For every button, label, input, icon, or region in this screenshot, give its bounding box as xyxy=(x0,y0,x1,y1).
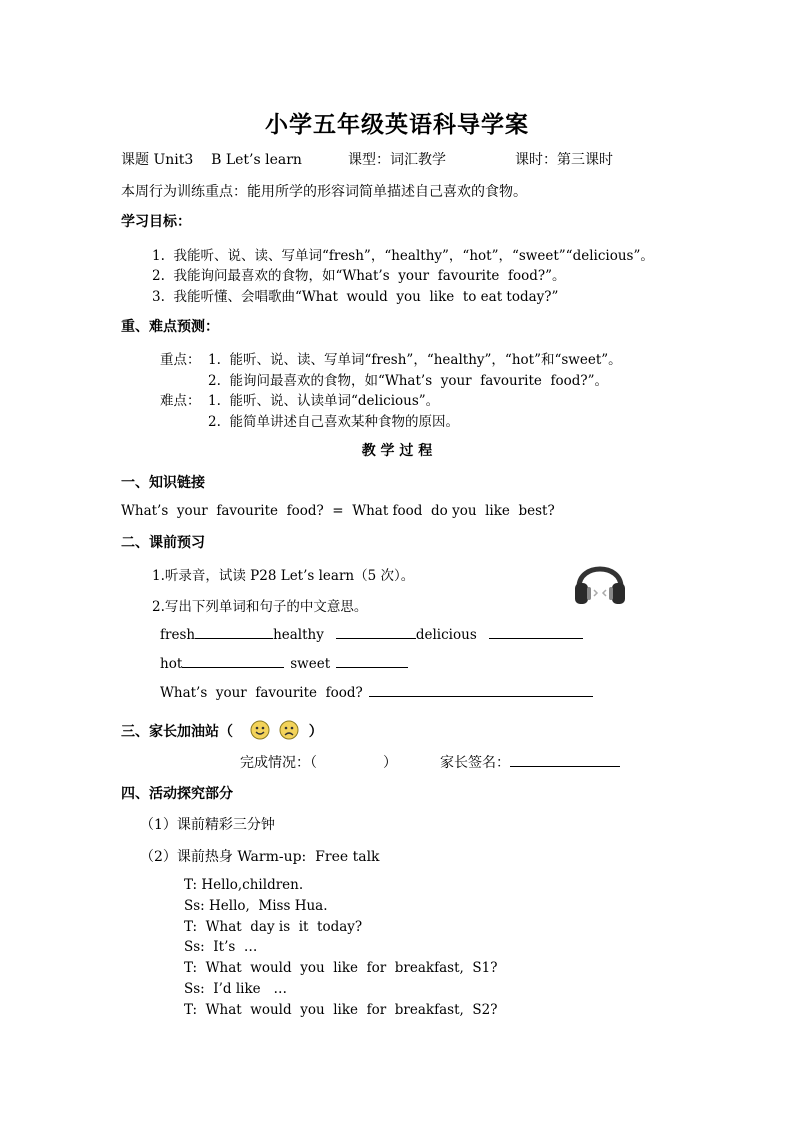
key-item: 2. 能询问最喜欢的食物，如“What’s your favourite food?”。 xyxy=(208,373,608,389)
objective-item: 1. 我能听、说、读、写单词“fresh”，“healthy”，“hot”，“sweet”“delicious”。 xyxy=(152,248,654,264)
section4-sub1: （1）课前精彩三分钟 xyxy=(140,817,275,833)
word-healthy: healthy xyxy=(273,627,324,643)
page-title: 小学五年级英语科导学案 xyxy=(265,111,529,138)
question-answer-blank[interactable] xyxy=(369,683,593,697)
vocab-row-3 xyxy=(160,683,593,701)
key-item: 1. 能听、说、读、写单词“fresh”，“healthy”，“hot”和“sweet”。 xyxy=(208,352,622,368)
topic-info xyxy=(121,149,302,169)
dialogue-line: T: What would you like for breakfast, S2? xyxy=(184,1002,498,1018)
lesson-type: 课型：词汇教学 xyxy=(348,152,446,168)
delicious-answer-blank[interactable] xyxy=(489,625,583,639)
preview-item-1: 1.听录音，试读 P28 Let’s learn（5 次）。 xyxy=(152,568,415,584)
dialogue-line: Ss: It’s … xyxy=(184,939,258,955)
signature-row xyxy=(440,752,620,772)
word-delicious: delicious xyxy=(415,627,477,643)
word-sweet: sweet xyxy=(290,656,331,672)
difficult-label: 难点： xyxy=(160,393,201,409)
difficult-item: 1. 能听、说、认读单词“delicious”。 xyxy=(208,393,440,409)
weekly-focus: 本周行为训练重点：能用所学的形容词简单描述自己喜欢的食物。 xyxy=(121,184,527,200)
key-points-heading: 重、难点预测： xyxy=(121,319,219,335)
section3-heading-end: ） xyxy=(308,724,323,740)
completion-end: ） xyxy=(383,755,397,771)
signature-label: 家长签名： xyxy=(440,755,510,771)
dialogue-line: T: What day is it today? xyxy=(184,919,363,935)
word-fresh: fresh xyxy=(160,627,196,643)
smiley-face-icon[interactable] xyxy=(250,720,270,740)
section1-heading: 一、知识链接 xyxy=(121,475,205,491)
topic-label: 课题 xyxy=(121,152,149,168)
signature-blank[interactable] xyxy=(510,753,620,767)
objective-item: 2. 我能询问最喜欢的食物，如“What’s your favourite food?”。 xyxy=(152,268,566,284)
question-text: What’s your favourite food? xyxy=(160,685,363,701)
word-hot: hot xyxy=(160,656,183,672)
completion-label: 完成情况：（ xyxy=(240,755,317,771)
vocab-row-2 xyxy=(160,654,408,672)
dialogue-line: T: Hello,children. xyxy=(184,877,304,893)
preview-item-2: 2.写出下列单词和句子的中文意思。 xyxy=(152,599,368,615)
vocab-row-1 xyxy=(160,625,583,643)
dialogue-line: T: What would you like for breakfast, S1? xyxy=(184,960,498,976)
dialogue-line: Ss: Hello, Miss Hua. xyxy=(184,898,328,914)
dialogue-line: Ss: I’d like … xyxy=(184,981,288,997)
section3-heading: 三、家长加油站（ xyxy=(121,724,233,740)
section3-heading-row xyxy=(121,720,323,741)
completion-row xyxy=(240,752,397,772)
section4-sub2: （2）课前热身 Warm-up: Free talk xyxy=(140,849,380,865)
section2-heading: 二、课前预习 xyxy=(121,535,205,551)
topic-value: Unit3 B Let’s learn xyxy=(153,152,302,168)
objectives-heading: 学习目标： xyxy=(121,214,191,230)
healthy-answer-blank[interactable] xyxy=(336,625,416,639)
sweet-answer-blank[interactable] xyxy=(336,654,408,668)
section4-heading: 四、活动探究部分 xyxy=(121,786,233,802)
headphones-icon xyxy=(572,553,628,607)
lesson-period: 课时：第三课时 xyxy=(515,152,613,168)
difficult-item: 2. 能简单讲述自己喜欢某种食物的原因。 xyxy=(208,414,459,430)
process-heading: 教 学 过 程 xyxy=(361,443,433,459)
key-label: 重点： xyxy=(160,352,201,368)
objective-item: 3. 我能听懂、会唱歌曲“What would you like to eat today?” xyxy=(152,289,559,305)
sad-face-icon[interactable] xyxy=(279,720,299,740)
section1-line: What’s your favourite food? = What food do you like best? xyxy=(121,503,555,519)
fresh-answer-blank[interactable] xyxy=(195,625,273,639)
hot-answer-blank[interactable] xyxy=(182,654,284,668)
